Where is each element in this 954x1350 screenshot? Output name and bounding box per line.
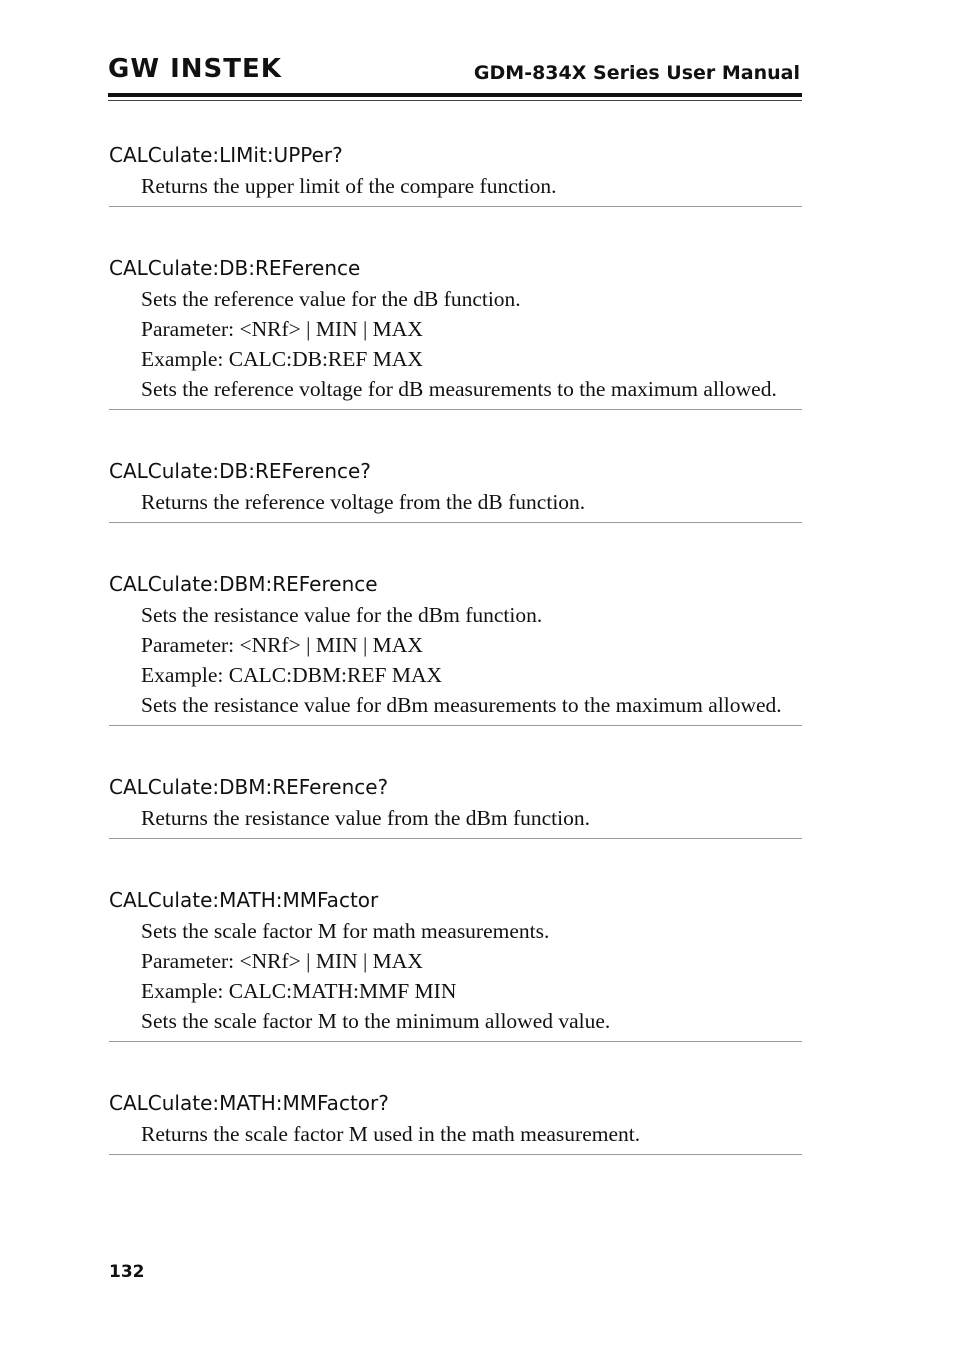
- command-name: CALCulate:DB:REFerence?: [109, 459, 371, 483]
- command-parameter: Parameter: <NRf> | MIN | MAX: [141, 949, 423, 973]
- command-section: [109, 1090, 802, 1155]
- command-example: Example: CALC:DB:REF MAX: [141, 347, 423, 371]
- header-rule-thick: [108, 93, 802, 97]
- command-section: [109, 255, 802, 410]
- command-parameter: Parameter: <NRf> | MIN | MAX: [141, 633, 423, 657]
- manual-title: GDM-834X Series User Manual: [473, 62, 800, 84]
- command-example: Example: CALC:MATH:MMF MIN: [141, 979, 457, 1003]
- command-description: Returns the resistance value from the dBm function.: [141, 806, 590, 830]
- command-description: Returns the scale factor M used in the math measurement.: [141, 1122, 641, 1146]
- command-name: CALCulate:MATH:MMFactor?: [109, 1091, 389, 1115]
- header-rule-thin: [108, 100, 802, 101]
- command-description: Sets the scale factor M for math measurements.: [141, 919, 550, 943]
- command-section: [109, 458, 802, 523]
- command-name: CALCulate:DBM:REFerence?: [109, 775, 389, 799]
- command-name: CALCulate:LIMit:UPPer?: [109, 143, 343, 167]
- gw-instek-logo: GW INSTEK: [108, 54, 282, 84]
- example-explanation: Sets the resistance value for dBm measurements to the maximum allowed.: [141, 693, 782, 717]
- command-name: CALCulate:MATH:MMFactor: [109, 888, 379, 912]
- page-header: [108, 52, 802, 112]
- command-example: Example: CALC:DBM:REF MAX: [141, 663, 443, 687]
- command-section: [109, 774, 802, 839]
- command-list: [109, 142, 802, 1203]
- example-explanation: Sets the reference voltage for dB measurements to the maximum allowed.: [141, 377, 777, 401]
- example-explanation: Sets the scale factor M to the minimum allowed value.: [141, 1009, 611, 1033]
- command-description: Sets the reference value for the dB function.: [141, 287, 521, 311]
- command-section: [109, 142, 802, 207]
- command-section: [109, 571, 802, 726]
- command-name: CALCulate:DB:REFerence: [109, 256, 361, 280]
- command-name: CALCulate:DBM:REFerence: [109, 572, 378, 596]
- command-parameter: Parameter: <NRf> | MIN | MAX: [141, 317, 423, 341]
- command-description: Returns the reference voltage from the dB function.: [141, 490, 586, 514]
- command-description: Sets the resistance value for the dBm function.: [141, 603, 543, 627]
- page-number: 132: [109, 1262, 145, 1282]
- command-description: Returns the upper limit of the compare function.: [141, 174, 557, 198]
- command-section: [109, 887, 802, 1042]
